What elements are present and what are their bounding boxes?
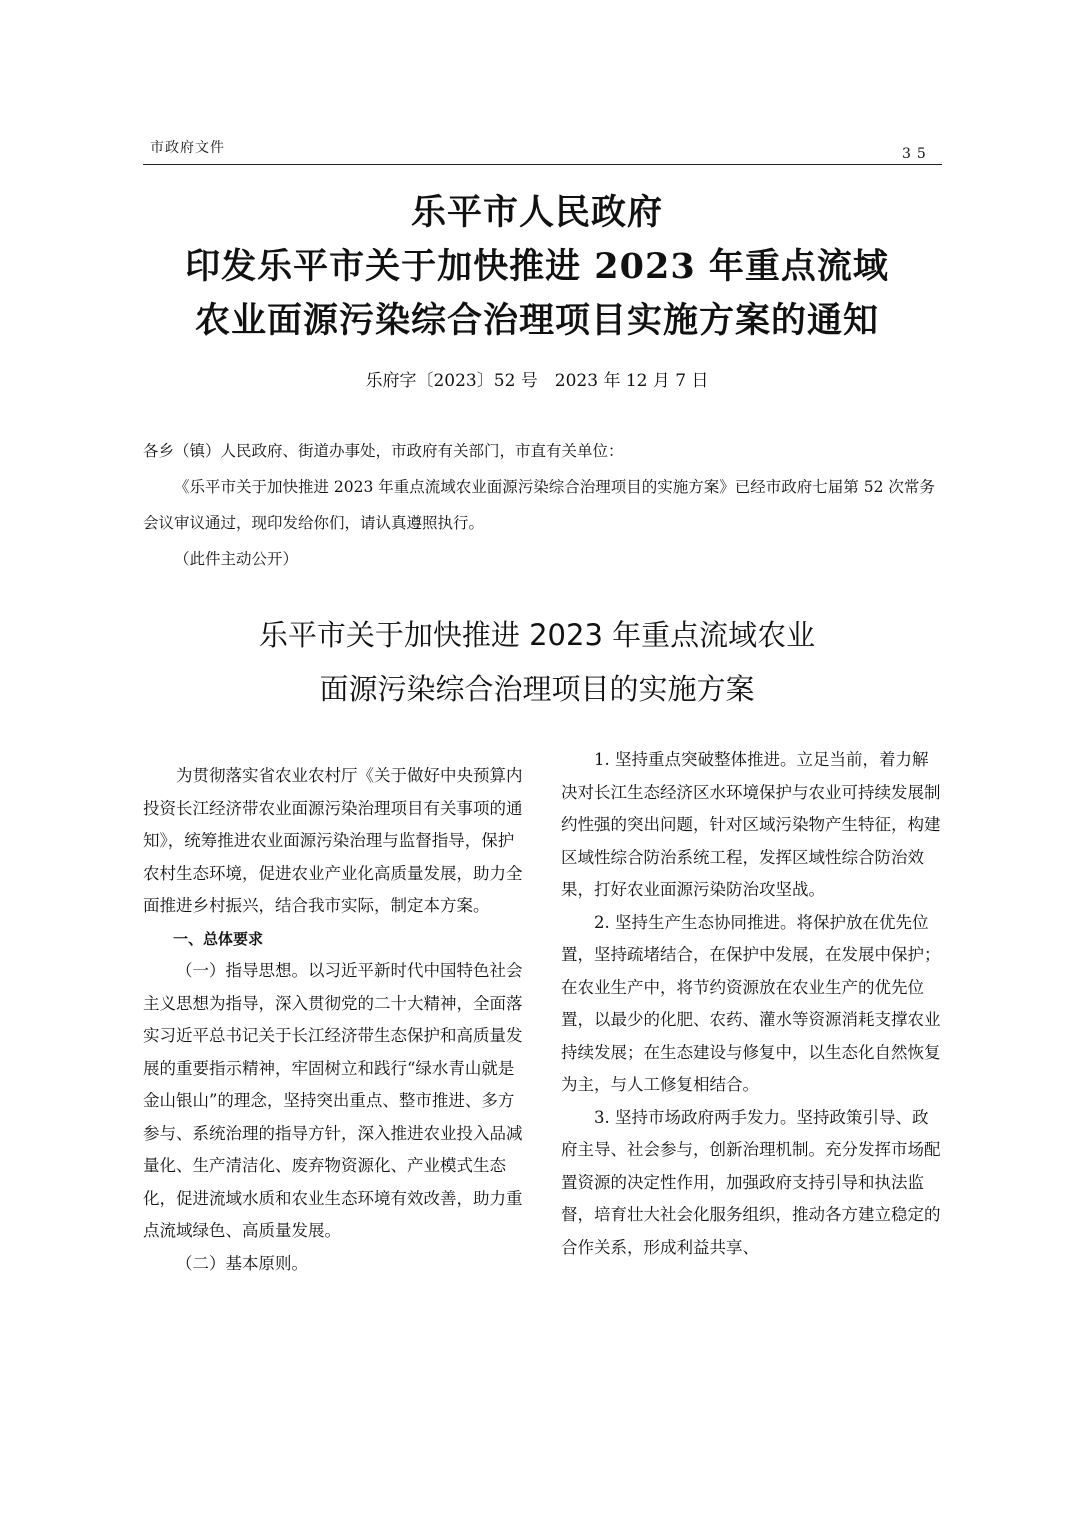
principle-2: 2. 坚持生产生态协同推进。将保护放在优先位置，坚持疏堵结合，在保护中发展，在发展中保护；在农业生产中，将节约资源放在农业生产的优先位置，以最少的化肥、农药、灌水等资源消耗支撑农业持续发展；在生态建设与修复中，以生态化自然恢复为主，与人工修复相结合。 (561, 912, 941, 1094)
page-number: 35 (902, 146, 932, 162)
notice-title-line-2: 印发乐平市关于加快推进 2023 年重点流域 (185, 246, 889, 287)
notice-title-line-3: 农业面源污染综合治理项目实施方案的通知 (194, 300, 879, 341)
page-header-label: 市政府文件 (150, 140, 225, 156)
notice-title-line-1: 乐平市人民政府 (410, 192, 663, 233)
notice-text: 《乐平市关于加快推进 2023 年重点流域农业面源污染综合治理项目的实施方案》已经市政府七届第 52 次常务会议审议通过，现印发给你们，请认真遵照执行。 (143, 478, 935, 532)
section-heading-general: 一、总体要求 (173, 929, 264, 948)
right-column (561, 744, 942, 1264)
plan-title (120, 608, 954, 716)
publicity-note: （此件主动公开） (174, 550, 299, 568)
principles-heading: （二）基本原则。 (176, 1253, 308, 1273)
notice-title (120, 186, 954, 348)
plan-title-line-2: 面源污染综合治理项目的实施方案 (319, 672, 755, 706)
header-divider (143, 164, 942, 165)
guiding-ideology: （一）指导思想。以习近平新时代中国特色社会主义思想为指导，深入贯彻党的二十大精神，全面落实习近平总书记关于长江经济带生态保护和高质量发展的重要指示精神，牢固树立和践行“绿水青山就是金山银山”的理念，坚持突出重点、整市推进、多方参与、系统治理的指导方针，深入推进农业投入品减量化、生产清洁化、废弃物资源化、产业模式生态化，促进流域水质和农业生态环境有效改善，助力重点流域绿色、高质量发展。 (143, 961, 523, 1240)
document-number: 乐府字〔2023〕52 号 2023 年 12 月 7 日 (365, 371, 709, 391)
addressee: 各乡（镇）人民政府、街道办事处，市政府有关部门，市直有关单位： (143, 442, 624, 460)
plan-title-line-1: 乐平市关于加快推进 2023 年重点流域农业 (258, 618, 816, 652)
plan-intro: 为贯彻落实省农业农村厅《关于做好中央预算内投资长江经济带农业面源污染治理项目有关事项的通知》，统筹推进农业面源污染治理与监督指导，保护农村生态环境，促进农业产业化高质量发展，助力全面推进乡村振兴，结合我市实际，制定本方案。 (143, 766, 523, 915)
left-column (143, 760, 524, 1280)
principle-1: 1. 坚持重点突破整体推进。立足当前，着力解决对长江生态经济区水环境保护与农业可持续发展制约性强的突出问题，针对区域污染物产生特征，构建区域性综合防治系统工程，发挥区域性综合防治效果，打好农业面源污染防治攻坚战。 (561, 750, 941, 899)
notice-body (143, 433, 950, 577)
principle-3: 3. 坚持市场政府两手发力。坚持政策引导、政府主导、社会参与，创新治理机制。充分发挥市场配置资源的决定性作用，加强政府支持引导和执法监督，培育壮大社会化服务组织，推动各方建立稳定的合作关系，形成利益共享、 (561, 1107, 941, 1257)
